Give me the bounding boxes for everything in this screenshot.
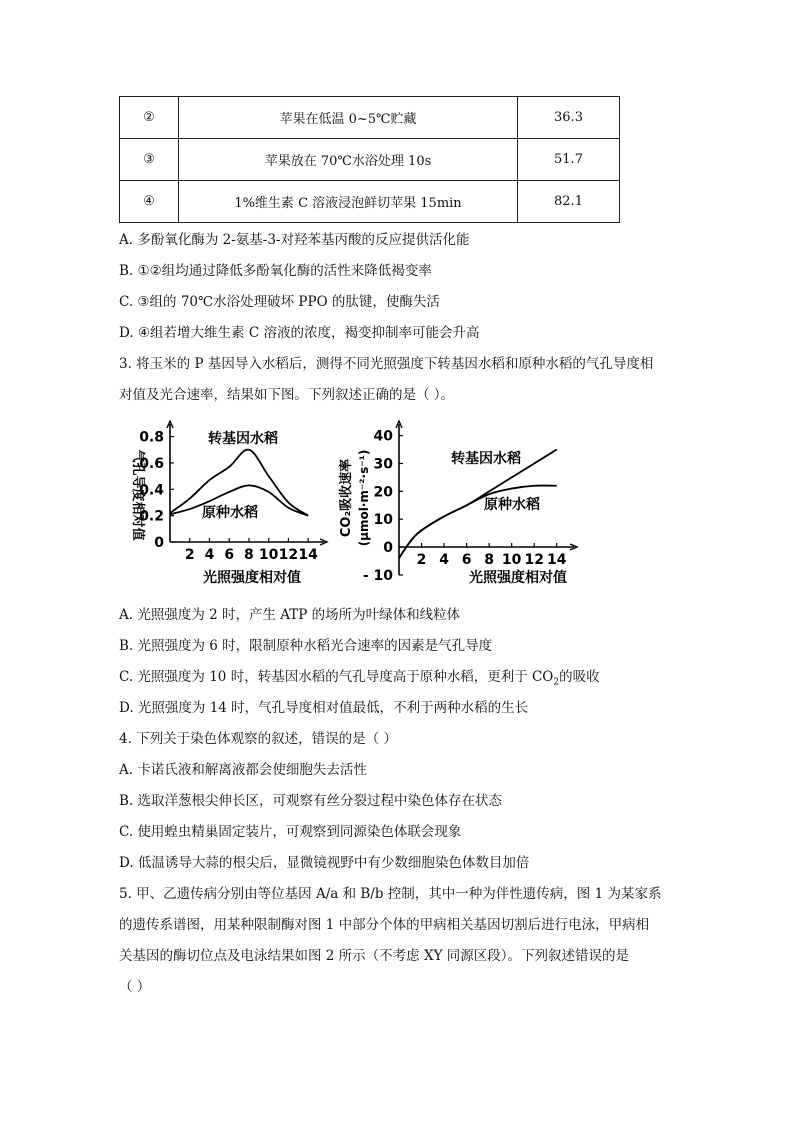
q3-stem-line1: 3. 将玉米的 P 基因导入水稻后，测得不同光照强度下转基因水稻和原种水稻的气孔导度相 [119, 356, 654, 372]
table-row [120, 139, 620, 181]
q4-option-a: A. 卡诺氏液和解离液都会使细胞失去活性 [119, 762, 367, 778]
chart2-legend-native: 原种水稻 [484, 497, 540, 513]
co2-subscript: 2 [553, 677, 560, 688]
chart1-legend-native: 原种水稻 [202, 505, 258, 521]
q4-stem: 4. 下列关于染色体观察的叙述，错误的是（ ） [119, 731, 397, 747]
q3-option-c-text: C. 光照强度为 10 时，转基因水稻的气孔导度高于原种水稻，更利于 CO [119, 669, 554, 685]
q3-option-c [119, 668, 600, 692]
q3-option-d: D. 光照强度为 14 时，气孔导度相对值最低，不利于两种水稻的生长 [119, 700, 529, 716]
q5-stem-line1: 5. 甲、乙遗传病分别由等位基因 A/a 和 B/b 控制，其中一种为伴性遗传病，图 1 为某家系 [119, 886, 662, 902]
y-tick-label: 0 [383, 540, 393, 557]
y-tick-label: 0.4 [139, 482, 164, 499]
chart2-ylabel-unit: (μmol·m⁻²·s⁻¹) [357, 449, 371, 547]
value-cell: 82.1 [518, 181, 620, 223]
y-tick-label: 0.2 [139, 508, 164, 525]
x-tick-label: 2 [416, 552, 427, 568]
y-tick-label: 0.6 [139, 455, 164, 472]
q4-option-c: C. 使用蝗虫精巢固定装片，可观察到同源染色体联会现象 [119, 824, 462, 840]
x-tick-label: 10 [501, 552, 522, 568]
q5-stem-line4: （ ） [119, 979, 151, 995]
q2-option-a: A. 多酚氧化酶为 2-氨基-3-对羟苯基丙酸的反应提供活化能 [119, 232, 470, 248]
x-tick-label: 14 [546, 552, 567, 568]
q3-figure [118, 420, 588, 590]
q5-stem-line2: 的遗传系谱图，用某种限制酶对图 1 中部分个体的甲病相关基因切割后进行电泳，甲病相 [119, 917, 650, 933]
y-tick-label: 0 [154, 535, 164, 551]
q4-option-d: D. 低温诱导大蒜的根尖后，显微镜视野中有少数细胞染色体数目加倍 [119, 855, 530, 871]
y-tick-label: 30 [373, 456, 393, 473]
group-id-cell: ② [120, 97, 179, 139]
x-tick-label: 8 [484, 552, 495, 568]
chart2-legend-transgenic: 转基因水稻 [451, 451, 521, 467]
stomatal-conductance-chart [130, 421, 327, 586]
chart2-ylabel: CO₂吸收速率 [339, 458, 354, 538]
x-tick-label: 2 [184, 547, 195, 563]
group-id-cell: ③ [120, 139, 179, 181]
chart1-ylabel: 气孔导度相对值 [130, 449, 145, 541]
q3-option-c-tail: 的吸收 [559, 669, 600, 685]
treatment-cell: 苹果在低温 0~5℃贮藏 [179, 97, 518, 139]
experiment-table [119, 96, 620, 223]
x-tick-label: 4 [204, 547, 215, 563]
group-id-cell: ④ [120, 181, 179, 223]
q3-option-a: A. 光照强度为 2 时，产生 ATP 的场所为叶绿体和线粒体 [119, 607, 461, 623]
x-tick-label: 14 [298, 547, 318, 563]
table-row [120, 181, 620, 223]
y-tick-label: 20 [373, 484, 393, 501]
treatment-cell: 1%维生素 C 溶液浸泡鲜切苹果 15min [179, 181, 518, 223]
value-cell: 36.3 [518, 97, 620, 139]
x-tick-label: 12 [278, 547, 299, 563]
x-tick-label: 6 [224, 547, 235, 563]
x-tick-label: 10 [258, 547, 279, 563]
q2-option-c: C. ③组的 70℃水浴处理破坏 PPO 的肽键，使酶失活 [119, 294, 440, 310]
co2-uptake-chart [338, 421, 577, 586]
q2-option-d: D. ④组若增大维生素 C 溶液的浓度，褐变抑制率可能会升高 [119, 325, 480, 341]
chart2-xlabel: 光照强度相对值 [469, 570, 567, 586]
y-tick-label: - 10 [362, 568, 393, 584]
x-tick-label: 8 [244, 547, 254, 563]
q3-stem-line2: 对值及光合速率，结果如下图。下列叙述正确的是（ ）。 [119, 387, 455, 403]
y-tick-label: 10 [373, 512, 393, 529]
treatment-cell: 苹果放在 70℃水浴处理 10s [179, 139, 518, 181]
value-cell: 51.7 [518, 139, 620, 181]
q2-option-b: B. ①②组均通过降低多酚氧化酶的活性来降低褐变率 [119, 263, 432, 279]
x-tick-label: 4 [439, 552, 449, 568]
y-tick-label: 40 [373, 428, 393, 445]
q3-option-b: B. 光照强度为 6 时，限制原种水稻光合速率的因素是气孔导度 [119, 638, 493, 654]
table-row [120, 97, 620, 139]
q4-option-b: B. 选取洋葱根尖伸长区，可观察有丝分裂过程中染色体存在状态 [119, 793, 503, 809]
x-tick-label: 6 [461, 552, 472, 568]
x-tick-label: 12 [524, 552, 544, 568]
q5-stem-line3: 关基因的酶切位点及电泳结果如图 2 所示（不考虑 XY 同源区段）。下列叙述错误的是 [119, 948, 630, 964]
y-tick-label: 0.8 [139, 429, 164, 446]
chart1-legend-transgenic: 转基因水稻 [208, 431, 278, 447]
chart1-xlabel: 光照强度相对值 [203, 570, 301, 586]
